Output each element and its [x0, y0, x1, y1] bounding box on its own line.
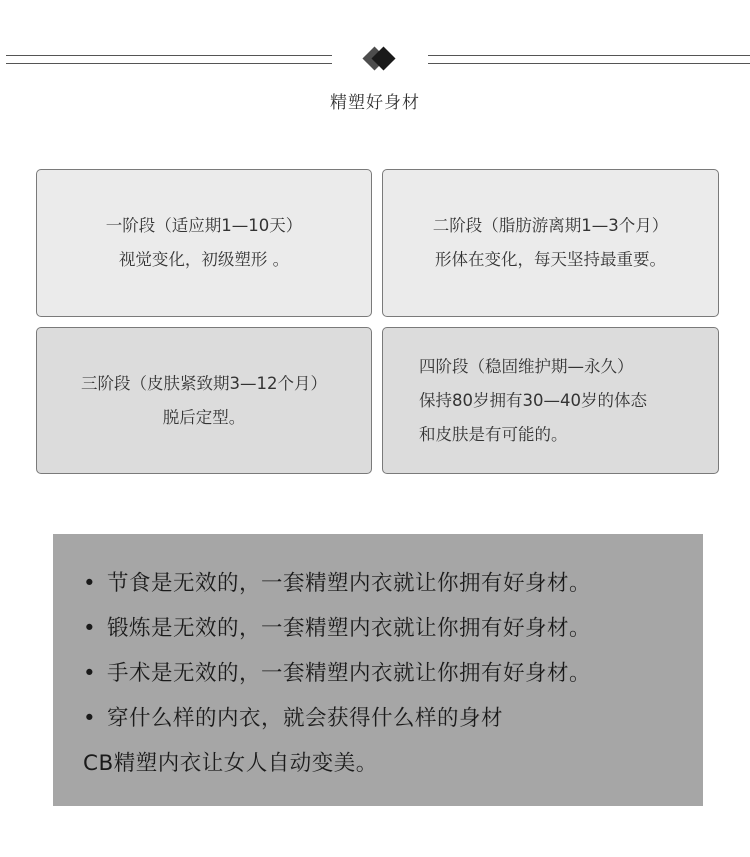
- stage-card-1: [36, 169, 372, 317]
- stage-1-title: 一阶段（适应期1—10天）: [105, 216, 303, 235]
- closing-line: CB精塑内衣让女人自动变美。: [83, 751, 378, 776]
- statement-text: 锻炼是无效的，一套精塑内衣就让你拥有好身材。: [107, 616, 592, 641]
- statement-text: 节食是无效的，一套精塑内衣就让你拥有好身材。: [107, 571, 592, 596]
- section-heading: 精塑好身材: [330, 93, 420, 113]
- statement-item: [83, 606, 703, 651]
- left-double-line-top: [6, 55, 332, 56]
- stage-4-desc-line2: 和皮肤是有可能的。: [419, 424, 568, 444]
- stage-4-title: 四阶段（稳固维护期—永久）: [419, 356, 634, 376]
- stage-card-4: [382, 327, 719, 474]
- left-double-line-bottom: [6, 63, 332, 64]
- bullet-icon: •: [83, 571, 97, 596]
- bullet-icon: •: [83, 616, 97, 641]
- stage-3-title: 三阶段（皮肤紧致期3—12个月）: [81, 373, 327, 393]
- stage-card-2: [382, 169, 719, 317]
- bullet-icon: •: [83, 706, 97, 731]
- statement-item: [83, 651, 703, 696]
- stage-1-desc: 视觉变化，初级塑形 。: [118, 250, 290, 269]
- diamond-ornament-icon: [360, 44, 406, 74]
- stage-4-desc-line1: 保持80岁拥有30—40岁的体态: [419, 390, 647, 410]
- statement-item: [83, 561, 703, 606]
- stage-card-3: [36, 327, 372, 474]
- statement-box: [53, 534, 703, 806]
- stage-3-desc: 脱后定型。: [162, 407, 246, 427]
- stage-2-desc: 形体在变化，每天坚持最重要。: [435, 250, 666, 269]
- statement-text: 穿什么样的内衣，就会获得什么样的身材: [107, 706, 504, 731]
- right-double-line-top: [428, 55, 750, 56]
- right-double-line-bottom: [428, 63, 750, 64]
- statement-item: [83, 696, 703, 741]
- stage-2-title: 二阶段（脂肪游离期1—3个月）: [432, 216, 669, 235]
- statement-text: 手术是无效的，一套精塑内衣就让你拥有好身材。: [107, 661, 592, 686]
- bullet-icon: •: [83, 661, 97, 686]
